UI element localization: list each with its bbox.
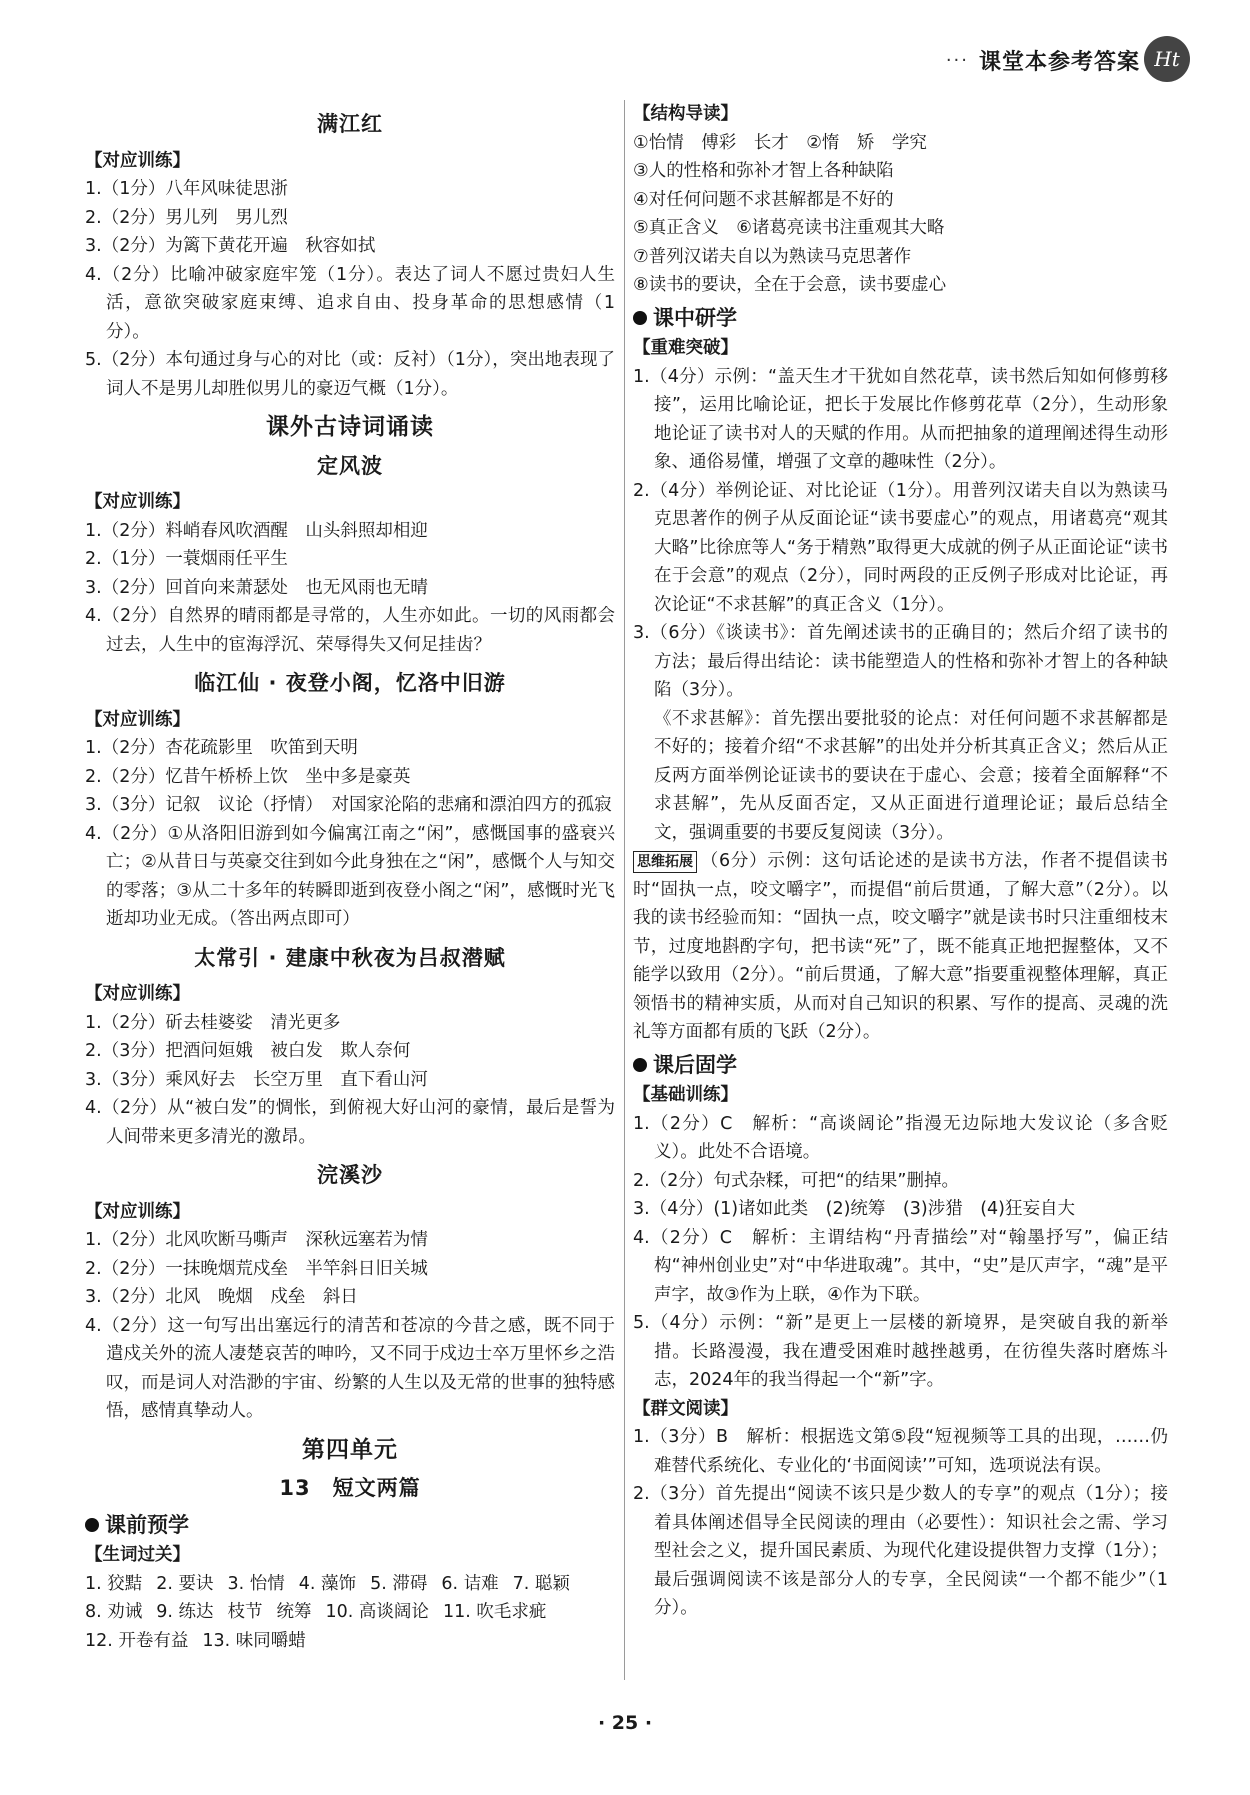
vocab-item: 2. 要诀 [156, 1573, 214, 1594]
vocab-item: 1. 狡黠 [85, 1573, 143, 1594]
after-class-heading-label: 课后固学 [653, 1052, 737, 1077]
exercise-tag: 【对应训练】 [85, 709, 190, 730]
vocab-tag: 【生词过关】 [85, 1545, 190, 1565]
answer-item: 1.（4分）示例：“盖天生才干犹如自然花草，读书然后知如何修剪移接”，运用比喻论证，把长于发展比作修剪花草（2分），生动形象地论证了读书对人的天赋的作用。从而把抽象的道理阐述得生动形象、通俗易懂，增强了文章的趣味性（2分）。 [633, 366, 1168, 472]
structure-line: ⑦普列汉诺夫自以为熟读马克思著作 [633, 246, 912, 267]
page-header [946, 40, 1140, 80]
right-column [633, 100, 1168, 1623]
exercise-tag: 【对应训练】 [85, 492, 190, 512]
lesson-title: 13 短文两篇 [279, 1476, 421, 1500]
vocab-row [85, 1627, 615, 1656]
answer-item: 1.（2分）斫去桂婆娑 清光更多 [85, 1012, 341, 1033]
answer-list-manjianghong [85, 175, 615, 403]
after-class-heading [633, 1051, 1168, 1080]
answer-item: 1.（2分）杏花疏影里 吹笛到天明 [85, 738, 358, 758]
answer-item: 2.（3分）把酒问姮娥 被白发 欺人奈何 [85, 1041, 411, 1061]
vocab-item: 13. 味同嚼蜡 [202, 1630, 306, 1651]
header-title: 课堂本参考答案 [978, 49, 1140, 75]
structure-line: ①怡情 傅彩 长才 ②惰 矫 学究 [633, 132, 927, 153]
answer-item: 1.（2分）料峭春风吹酒醒 山头斜照却相迎 [85, 520, 428, 541]
vocab-item: 5. 滞碍 [370, 1573, 428, 1594]
vocab-item: 统筹 [276, 1602, 312, 1622]
answer-item: 2.（2分）句式杂糅，可把“的结果”删掉。 [633, 1170, 959, 1191]
answer-item: 1.（3分）B 解析：根据选文第⑤段“短视频等工具的出现，……仍难替代系统化、专业化的‘书面阅读’”可知，选项说法有误。 [633, 1427, 1168, 1476]
key-difficulty-list [633, 363, 1168, 848]
structure-line: ④对任何问题不求甚解都是不好的 [633, 189, 894, 210]
bullet-dot-icon [633, 1058, 647, 1072]
section-title-taichangyin: 太常引 · 建康中秋夜为吕叔潜赋 [194, 945, 506, 970]
answer-item: 3.（2分）回首向来萧瑟处 也无风雨也无晴 [85, 577, 428, 598]
answer-item: 4.（2分）①从洛阳旧游到如今偏寓江南之“闲”，感慨国事的盛衰兴亡；②从昔日与英豪交往到如今此身独在之“闲”，感慨个人与知交的零落；③从二十多年的转瞬即逝到夜登小阁之“闲”，感慨时光飞逝却功业无成。（答出两点即可） [85, 823, 615, 929]
answer-continuation: 《不求甚解》：首先摆出要批驳的论点：对任何问题不求甚解都是不好的；接着介绍“不求甚解”的出处并分析其真正含义；然后从正反两方面举例论证读书的要诀在于虚心、会意；接着全面解释“不求甚解”，先从反面否定，又从正面进行道理论证；最后总结全文，强调重要的书要反复阅读（3分）。 [654, 708, 1168, 843]
structure-line: ⑧读书的要诀，全在于会意，读书要虚心 [633, 275, 947, 295]
vocab-item: 7. 聪颖 [512, 1573, 570, 1594]
thinking-extension-text: （6分）示例：这句话论述的是读书方法，作者不提倡读书时“固执一点，咬文嚼字”，而提倡“前后贯通，了解大意”（2分）。以我的读书经验而知：“固执一点，咬文嚼字”就是读书时只注重细枝末节，过度地斟酌字句，把书读“死”了，既不能真正地把握整体，又不能学以致用（2分）。“前后贯通，了解大意”指要重视整体理解，真正领悟书的精神实质，从而对自己知识的积累、写作的提高、灵魂的洗礼等方面都有质的飞跃（2分）。 [633, 851, 1168, 1042]
vocab-item: 8. 劝诫 [85, 1602, 143, 1622]
pre-class-heading [85, 1511, 615, 1540]
answer-item: 3.（2分）为篱下黄花开遍 秋容如拭 [85, 236, 376, 256]
answer-item: 4.（2分）自然界的晴雨都是寻常的，人生亦如此。一切的风雨都会过去，人生中的宦海浮沉、荣辱得失又何足挂齿？ [85, 606, 615, 655]
vocab-item: 12. 开卷有益 [85, 1630, 189, 1651]
structure-guide-list [633, 129, 1168, 300]
pre-class-heading-label: 课前预学 [105, 1512, 189, 1537]
section-title-linjiangxian: 临江仙 · 夜登小阁，忆洛中旧游 [194, 671, 506, 695]
header-dots: ··· [945, 49, 969, 71]
vocab-item: 11. 吹毛求疵 [442, 1602, 547, 1622]
answer-list-huanxisha [85, 1226, 615, 1426]
vocab-item: 10. 高谈阔论 [325, 1602, 429, 1622]
answer-list-linjiangxian [85, 734, 615, 934]
thinking-extension [633, 847, 1168, 1047]
answer-item: 1.（2分）北风吹断马嘶声 深秋远塞若为情 [85, 1230, 428, 1250]
answer-item: 3.（4分）(1)诸如此类 (2)统筹 (3)涉猎 (4)狂妄自大 [633, 1199, 1075, 1219]
vocab-row [85, 1598, 615, 1627]
answer-item: 4.（2分）C 解析：主谓结构“丹青描绘”对“翰墨抒写”，偏正结构“神州创业史”对“中华进取魂”。其中，“史”是仄声字，“魂”是平声字，故③作为上联，④作为下联。 [633, 1227, 1168, 1305]
exercise-tag: 【对应训练】 [85, 984, 190, 1004]
structure-guide-tag: 【结构导读】 [633, 104, 738, 124]
section-title-extracurricular-poems: 课外古诗词诵读 [266, 414, 434, 440]
basic-training-list [633, 1110, 1168, 1395]
in-class-heading-label: 课中研学 [653, 305, 737, 330]
vocab-item: 4. 藻饰 [298, 1573, 357, 1594]
answer-item: 4.（2分）比喻冲破家庭牢笼（1分）。表达了词人不愿过贵妇人生活，意欲突破家庭束缚、追求自由、投身革命的思想感情（1分）。 [85, 264, 615, 342]
answer-item: 1.（2分）C 解析：“高谈阔论”指漫无边际地大发议论（多含贬义）。此处不合语境。 [633, 1113, 1168, 1162]
answer-item: 2.（1分）一蓑烟雨任平生 [85, 549, 288, 569]
answer-item: 2.（2分）一抹晚烟荒戍垒 半竿斜日旧关城 [85, 1258, 428, 1279]
publisher-logo: Ht [1144, 36, 1190, 82]
answer-item: 3.（2分）北风 晚烟 戍垒 斜日 [85, 1287, 358, 1307]
answer-item: 2.（2分）忆昔午桥桥上饮 坐中多是豪英 [85, 766, 411, 787]
answer-list-taichangyin [85, 1009, 615, 1152]
exercise-tag: 【对应训练】 [85, 1201, 190, 1222]
left-column [85, 100, 615, 1655]
section-title-dingfengbo: 定风波 [317, 453, 383, 478]
answer-item: 3.（3分）乘风好去 长空万里 直下看山河 [85, 1069, 428, 1090]
answer-item: 2.（2分）男儿列 男儿烈 [85, 207, 288, 228]
bullet-dot-icon [85, 1518, 99, 1532]
section-title-huanxisha: 浣溪沙 [317, 1163, 383, 1187]
answer-item: 5.（4分）示例：“新”是更上一层楼的新境界，是突破自我的新举措。长路漫漫，我在遭受困难时越挫越勇，在彷徨失落时磨炼斗志，2024年的我当得起一个“新”字。 [633, 1313, 1168, 1390]
vocab-list [85, 1570, 615, 1656]
basic-training-tag: 【基础训练】 [633, 1085, 738, 1105]
answer-item: 1.（1分）八年风味徒思浙 [85, 179, 288, 199]
bullet-dot-icon [633, 311, 647, 325]
key-difficulty-tag: 【重难突破】 [633, 338, 738, 358]
structure-line: ③人的性格和弥补才智上各种缺陷 [633, 161, 894, 181]
thinking-extension-badge: 思维拓展 [633, 851, 697, 873]
answer-item: 4.（2分）从“被白发”的惆怅，到俯视大好山河的豪情，最后是誓为人间带来更多清光的激昂。 [85, 1098, 615, 1147]
vocab-item: 枝节 [227, 1602, 263, 1622]
vocab-item: 9. 练达 [156, 1602, 214, 1622]
answer-item: 3.（6分）《谈读书》：首先阐述读书的正确目的；然后介绍了读书的方法；最后得出结论：读书能塑造人的性格和弥补才智上的各种缺陷（3分）。 [633, 623, 1168, 700]
group-reading-tag: 【群文阅读】 [633, 1398, 738, 1419]
answer-item: 4.（2分）这一句写出出塞远行的清苦和苍凉的今昔之感，既不同于遣戍关外的流人凄楚哀苦的呻吟，又不同于戍边士卒万里怀乡之浩叹，而是词人对浩渺的宇宙、纷繁的人生以及无常的世事的独特感悟，感情真挚动人。 [85, 1315, 615, 1421]
unit-title: 第四单元 [302, 1436, 398, 1463]
section-title-manjianghong: 满江红 [317, 112, 383, 136]
answer-item: 2.（3分）首先提出“阅读不该只是少数人的专享”的观点（1分）；接着具体阐述倡导全民阅读的理由（必要性）：知识社会之需、学习型社会之义，提升国民素质、为现代化建设提供智力支撑（1分）；最后强调阅读不该是部分人的专享，全民阅读“一个都不能少”（1分）。 [633, 1484, 1168, 1618]
vocab-item: 3. 怡情 [227, 1573, 285, 1594]
structure-line: ⑤真正含义 ⑥诸葛亮读书注重观其大略 [633, 218, 945, 238]
answer-list-dingfengbo [85, 517, 615, 660]
vocab-item: 6. 诘难 [441, 1573, 499, 1594]
in-class-heading [633, 304, 1168, 333]
answer-item: 3.（3分）记叙 议论（抒情） 对国家沦陷的悲痛和漂泊四方的孤寂 [85, 795, 612, 815]
page-number: · 25 · [597, 1712, 653, 1734]
column-divider [624, 100, 625, 1680]
answer-item: 5.（2分）本句通过身与心的对比（或：反衬）（1分），突出地表现了词人不是男儿却胜似男儿的豪迈气概（1分）。 [85, 350, 615, 399]
answer-item: 2.（4分）举例论证、对比论证（1分）。用普列汉诺夫自以为熟读马克思著作的例子从反面论证“读书要虚心”的观点，用诸葛亮“观其大略”比徐庶等人“务于精熟”取得更大成就的例子从正面论证“读书在于会意”的观点（2分），同时两段的正反例子形成对比论证，再次论证“不求甚解”的真正含义（1分）。 [633, 480, 1168, 615]
exercise-tag: 【对应训练】 [85, 150, 190, 171]
group-reading-list [633, 1423, 1168, 1623]
vocab-row [85, 1570, 615, 1599]
